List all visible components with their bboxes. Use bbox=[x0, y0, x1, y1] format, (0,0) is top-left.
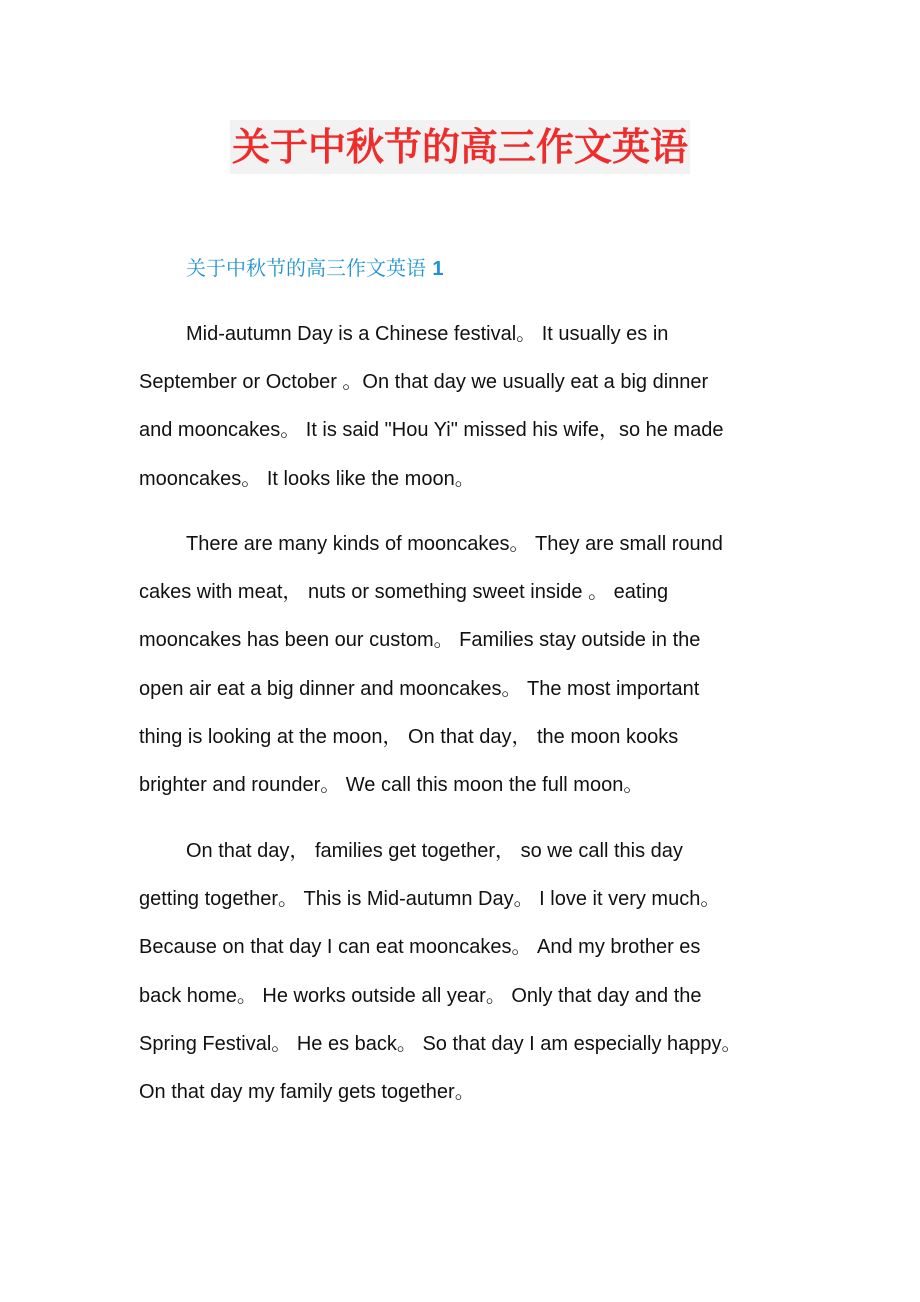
title-container bbox=[0, 120, 920, 174]
paragraph-line: There are many kinds of mooncakes。 They are small round bbox=[186, 533, 723, 555]
paragraph-line: mooncakes。 It looks like the moon。 bbox=[139, 467, 475, 490]
paragraph-line: and mooncakes。 It is said "Hou Yi" missed his wife，so he made bbox=[139, 419, 724, 442]
paragraph-line: cakes with meat， nuts or something sweet inside 。 eating bbox=[139, 581, 669, 604]
paragraph-line: back home。 He works outside all year。 Only that day and the bbox=[139, 984, 702, 1007]
paragraph-line: getting together。 This is Mid-autumn Day。 I love it very much。 bbox=[139, 888, 721, 911]
document-title: 关于中秋节的高三作文英语 bbox=[230, 120, 690, 174]
paragraph-line: On that day my family gets together。 bbox=[139, 1080, 475, 1103]
paragraph-2 bbox=[139, 520, 779, 809]
paragraph-line: Because on that day I can eat mooncakes。 And my brother es bbox=[139, 936, 701, 959]
paragraph-line: On that day， families get together， so we call this day bbox=[186, 840, 683, 862]
paragraph-line: mooncakes has been our custom。 Families stay outside in the bbox=[139, 629, 701, 652]
paragraph-line: September or October 。On that day we usually eat a big dinner bbox=[139, 371, 709, 394]
paragraph-line: Mid-autumn Day is a Chinese festival。 It usually es in bbox=[186, 323, 669, 345]
paragraph-3 bbox=[139, 827, 779, 1116]
paragraph-line: brighter and rounder。 We call this moon the full moon。 bbox=[139, 773, 644, 796]
section-heading-text: 关于中秋节的高三作文英语 bbox=[186, 256, 426, 280]
paragraph-1 bbox=[139, 310, 779, 503]
section-heading-number: 1 bbox=[432, 258, 444, 280]
paragraph-line: open air eat a big dinner and mooncakes。 The most important bbox=[139, 677, 700, 700]
paragraph-line: thing is looking at the moon， On that day， the moon kooks bbox=[139, 725, 679, 748]
paragraph-line: Spring Festival。 He es back。 So that day I am especially happy。 bbox=[139, 1032, 742, 1055]
section-heading bbox=[186, 253, 443, 284]
